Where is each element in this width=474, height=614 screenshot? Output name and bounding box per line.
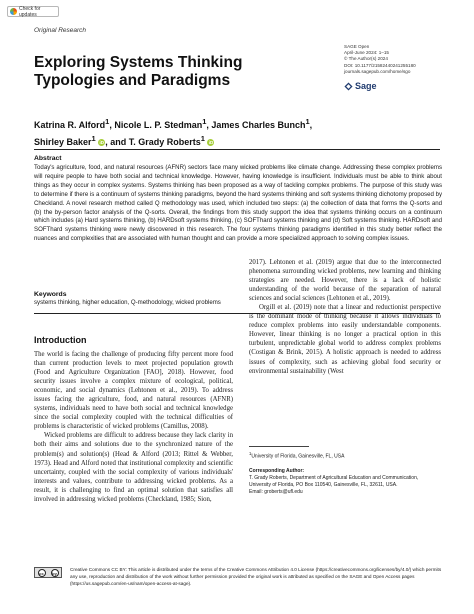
author-affil-sup: 1 xyxy=(200,134,205,143)
author-list xyxy=(34,115,334,149)
keywords-heading: Keywords xyxy=(34,291,67,298)
journal-issue: April-June 2024: 1–15 xyxy=(344,50,389,56)
footnotes xyxy=(249,450,441,496)
corresponding-author-address: T. Grady Roberts, Department of Agricultural Education and Communication, University of Florida, PO Box 110540, Gainesville, FL, 32611, USA. xyxy=(249,474,419,488)
introduction-heading: Introduction xyxy=(34,335,87,345)
cc-by-icon: cc by xyxy=(34,567,62,578)
body-column-left xyxy=(34,350,233,504)
corresponding-author-email[interactable]: Email: groberts@ufl.edu xyxy=(249,488,303,495)
author-2[interactable] xyxy=(114,117,207,130)
author-name: T. Grady Roberts xyxy=(128,137,201,147)
article-type: Original Research xyxy=(34,27,87,34)
journal-name: SAGE Open xyxy=(344,44,370,49)
affiliation-text: University of Florida, Gainesville, FL, USA xyxy=(251,453,345,460)
author-sep: , xyxy=(109,120,115,130)
author-name: Nicole L. P. Stedman xyxy=(114,120,203,130)
sage-logo xyxy=(344,81,377,91)
license-notice xyxy=(34,566,442,587)
author-name: Shirley Baker xyxy=(34,137,92,147)
author-affil-sup: 1 xyxy=(305,117,310,126)
divider-top xyxy=(34,149,440,150)
copyright-line: © The Author(s) 2024 xyxy=(344,56,388,62)
corresponding-author-heading: Corresponding Author: xyxy=(249,467,305,474)
author-1[interactable] xyxy=(34,117,110,130)
affiliation-note xyxy=(249,450,441,461)
orcid-icon[interactable]: iD xyxy=(99,140,104,146)
affiliation-sup: 1 xyxy=(249,451,252,456)
author-4[interactable] xyxy=(34,134,105,147)
author-sep: , xyxy=(206,120,212,130)
check-for-updates-label: Check for updates xyxy=(19,5,41,18)
sage-logo-text: Sage xyxy=(355,81,377,91)
author-sep: , and xyxy=(105,137,129,147)
body-paragraph: 2017). Lehtonen et al. (2019) argue that due to the interconnected phenomena surrounding wicked problems, new learning and thinking strategies are needed. However, there is a lack of holistic understanding of the world because of the separation of natural sciences and social sciences (Lehtonen et al., 2019). xyxy=(249,259,441,303)
orcid-icon[interactable]: iD xyxy=(208,140,214,146)
crossmark-icon xyxy=(10,8,17,15)
author-affil-sup: 1 xyxy=(105,117,110,126)
abstract-text: Today's agriculture, food, and natural resources (AFNR) sectors face many wicked problems like climate change. Addressing these complex problems will require people to have both social and technical knowledge. However, having knowledge is insufficient. Individuals must be able to think about things as they occur in complex systems. Systems thinking has been proposed as a way of tackling complex problems. The purpose of this study was to determine if there is a continuum of systems thinking paradigms, beyond the hard systems thinking and soft systems thinking dichotomy proposed by Checkland. A novel research method called Q methodology was used, which included two steps: (a) the collection of data that forms the Q-sorts and (b) the by-person factor analysis of the Q-sorts. Overall, the findings from this study support the idea that systems thinking occurs on a continuum which includes (a) Hard systems thinking, (b) HARDsoft systems thinking, (c) SOFThard systems thinking and (d) Soft systems thinking. HARDsoft and SOFThard systems thinking were newly discovered in this research. The four systems thinking paradigms identified in this study better reflect the nuances and complexities that are associated with human thought and can provide a more specialized approach to solving complex issues. xyxy=(34,164,442,243)
footnote-divider xyxy=(249,446,309,447)
author-5[interactable] xyxy=(128,134,215,147)
check-for-updates-badge[interactable] xyxy=(7,6,59,17)
author-sep: , xyxy=(309,120,313,130)
author-name: James Charles Bunch xyxy=(211,120,306,130)
doi-line[interactable]: DOI: 10.1177/21582440241255180 xyxy=(344,62,416,68)
journal-meta xyxy=(344,44,416,75)
article-title: Exploring Systems Thinking Typologies and Paradigms xyxy=(34,54,243,89)
author-affil-sup: 1 xyxy=(91,134,96,143)
author-3[interactable] xyxy=(211,117,310,130)
keywords-text: systems thinking, higher education, Q-methodology, wicked problems xyxy=(34,299,221,306)
abstract-heading: Abstract xyxy=(34,155,62,162)
body-column-right xyxy=(249,258,441,376)
license-text: Creative Commons CC BY: This article is distributed under the terms of the Creative Commons Attribution 4.0 License (https://creativecommons.org/licenses/by/4.0/) which permits any use, reproduction and distribution of the work without further permission provided the original work is attributed as specified on the SAGE and Open Access pages (https://us.sagepub.com/en-us/nam/open-access-at-sage). xyxy=(70,567,442,586)
body-paragraph: Orgill et al. (2019) note that a linear and reductionist perspective is the dominant mode of thinking because it allows individuals to reduce complex problems into easily understandable components. However, linear thinking is no longer a practical option in this turbulent, unpredictable global world to address complex problems (Costigan & Brink, 2015). A holistic approach is needed to address issues of complexity, such as achieving global food security or environmental sustainability (West xyxy=(249,304,441,375)
body-paragraph: The world is facing the challenge of producing fifty percent more food than current production levels to meet projected population growth (Food and Agriculture Organization [FAO], 2018). However, food security issues involve a complex mixture of ecological, political, economic, and social dynamics (Lehtonen et al., 2019). To address issues facing the agriculture, food, and natural resources (AFNR) systems, individuals need to have both social and technical knowledge since the social complexity coupled with the technical difficulties of problems is characteristic of wicked problems (Camillus, 2008). xyxy=(34,351,233,431)
sage-logo-icon xyxy=(344,82,353,91)
author-affil-sup: 1 xyxy=(202,117,207,126)
journal-url[interactable]: journals.sagepub.com/home/sgo xyxy=(344,68,411,74)
body-paragraph: Wicked problems are difficult to address because they lack clarity in both their aims and solutions due to the synchronized nature of the problem(s) and solution(s) (Head & Alford (2013; Rittel & Webber, 1973). Head and Alford noted that institutional complexity and scientific uncertainty, coupled with the social complexity of various individuals' interests and values, contribute to addressing wicked problems. As a result, it is challenging to find an optimal solution that satisfies all involved in addressing wicked problems (Checkland, 1985; Sion, xyxy=(34,432,233,503)
author-name: Katrina R. Alford xyxy=(34,120,106,130)
